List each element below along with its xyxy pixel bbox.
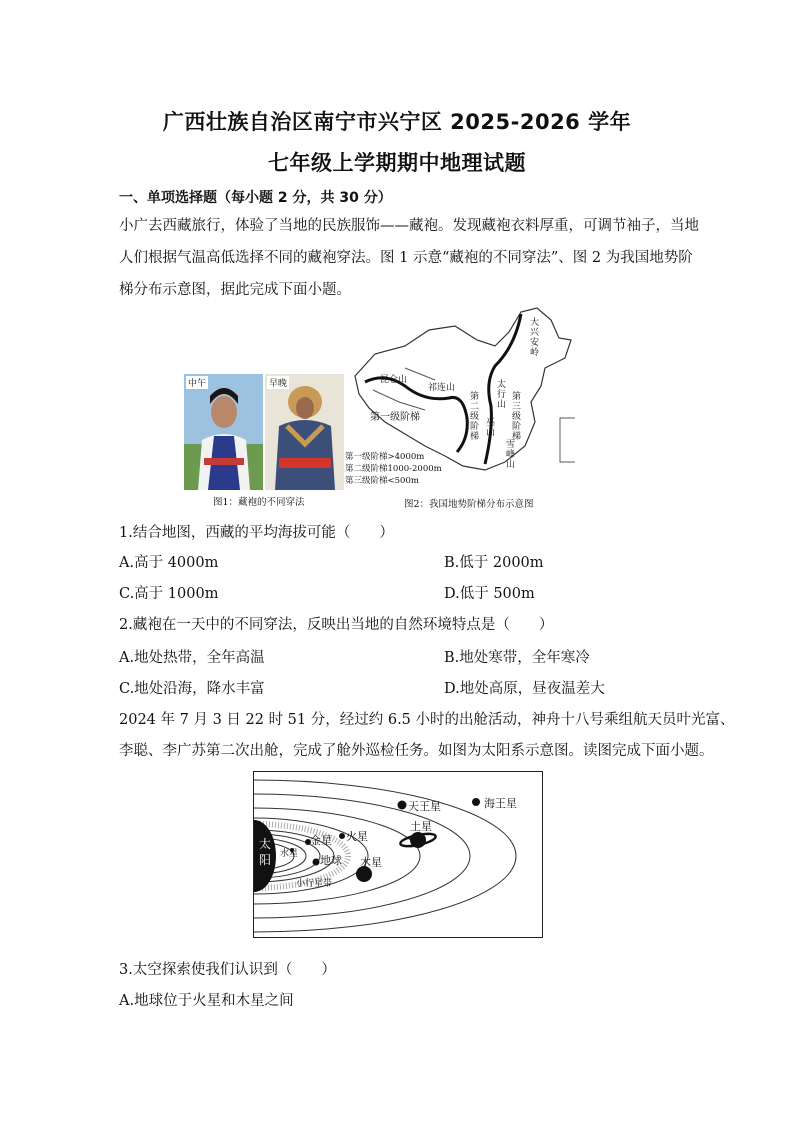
photo-noon [184, 374, 263, 490]
photo-noon-label: 中午 [186, 376, 208, 389]
label-neptune: 海王星 [484, 797, 517, 810]
map-label-daxinganling: 大兴安岭 [530, 318, 540, 358]
section-heading: 一、单项选择题（每小题 2 分，共 30 分） [119, 190, 392, 206]
q3-stem: 3.太空探索使我们认识到（ ） [119, 962, 336, 978]
label-uranus: 天王星 [408, 800, 441, 813]
intro1-line1: 小广去西藏旅行，体验了当地的民族服饰——藏袍。发现藏袍衣料厚重，可调节袖子，当地 [119, 218, 699, 234]
map-label-step3: 第三级阶梯 [512, 392, 522, 442]
label-earth: 地球 [320, 854, 342, 867]
q1-option-d[interactable]: D.低于 500m [444, 586, 535, 602]
map-label-qilian: 祁连山 [428, 383, 456, 393]
q3-option-a[interactable]: A.地球位于火星和木星之间 [119, 993, 294, 1009]
label-sun: 太阳 [259, 837, 272, 867]
figure1-caption: 图1：藏袍的不同穿法 [213, 497, 305, 508]
photo-morning-label: 早晚 [267, 376, 289, 389]
exam-title-line1: 广西壮族自治区南宁市兴宁区 2025-2026 学年 [162, 110, 632, 134]
figure1-photos [184, 374, 344, 490]
exam-title-line2: 七年级上学期期中地理试题 [268, 151, 526, 175]
legend-step1: 第一级阶梯>4000m [345, 452, 425, 462]
label-saturn: 土星 [410, 820, 432, 833]
q2-stem: 2.藏袍在一天中的不同穿法，反映出当地的自然环境特点是（ ） [119, 617, 554, 633]
map-label-step2: 第二级阶梯 [470, 392, 480, 442]
figure2-caption: 图2：我国地势阶梯分布示意图 [404, 499, 534, 510]
map-label-step1: 第一级阶梯 [370, 412, 420, 423]
intro1-line3: 梯分布示意图，据此完成下面小题。 [119, 282, 351, 298]
legend-step2: 第二级阶梯1000-2000m [345, 464, 442, 474]
map-label-kunlun: 昆仑山 [380, 375, 408, 385]
intro2-line2: 李聪、李广苏第二次出舱，完成了舱外巡检任务。如图为太阳系示意图。读图完成下面小题。 [119, 743, 714, 759]
q1-stem: 1.结合地图，西藏的平均海拔可能（ ） [119, 525, 394, 541]
photo-morning [265, 374, 344, 490]
q2-option-b[interactable]: B.地处寒带，全年寒冷 [444, 650, 590, 666]
q1-option-a[interactable]: A.高于 4000m [119, 555, 219, 571]
map-label-wushan: 巫山 [486, 418, 496, 438]
label-mars: 火星 [346, 830, 368, 843]
intro1-line2: 人们根据气温高低选择不同的藏袍穿法。图 1 示意“藏袍的不同穿法”、图 2 为我国地势阶 [119, 250, 693, 266]
map-label-taihang: 太行山 [497, 380, 507, 410]
solar-system-diagram [253, 771, 543, 938]
intro2-line1: 2024 年 7 月 3 日 22 时 51 分，经过约 6.5 小时的出舱活动，神舟十八号乘组航天员叶光富、 [119, 712, 735, 728]
legend-step3: 第三级阶梯<500m [345, 476, 419, 486]
q1-option-c[interactable]: C.高于 1000m [119, 586, 219, 602]
map-label-xuefeng: 雪峰山 [506, 440, 516, 470]
label-mercury: 水星 [280, 849, 299, 859]
label-jupiter: 木星 [360, 856, 382, 869]
q2-option-d[interactable]: D.地处高原，昼夜温差大 [444, 681, 605, 697]
q2-option-c[interactable]: C.地处沿海，降水丰富 [119, 681, 265, 697]
label-asteroid-belt: 小行星带 [296, 879, 333, 889]
label-venus: 金星 [310, 834, 332, 847]
q1-option-b[interactable]: B.低于 2000m [444, 555, 544, 571]
q2-option-a[interactable]: A.地处热带，全年高温 [119, 650, 265, 666]
